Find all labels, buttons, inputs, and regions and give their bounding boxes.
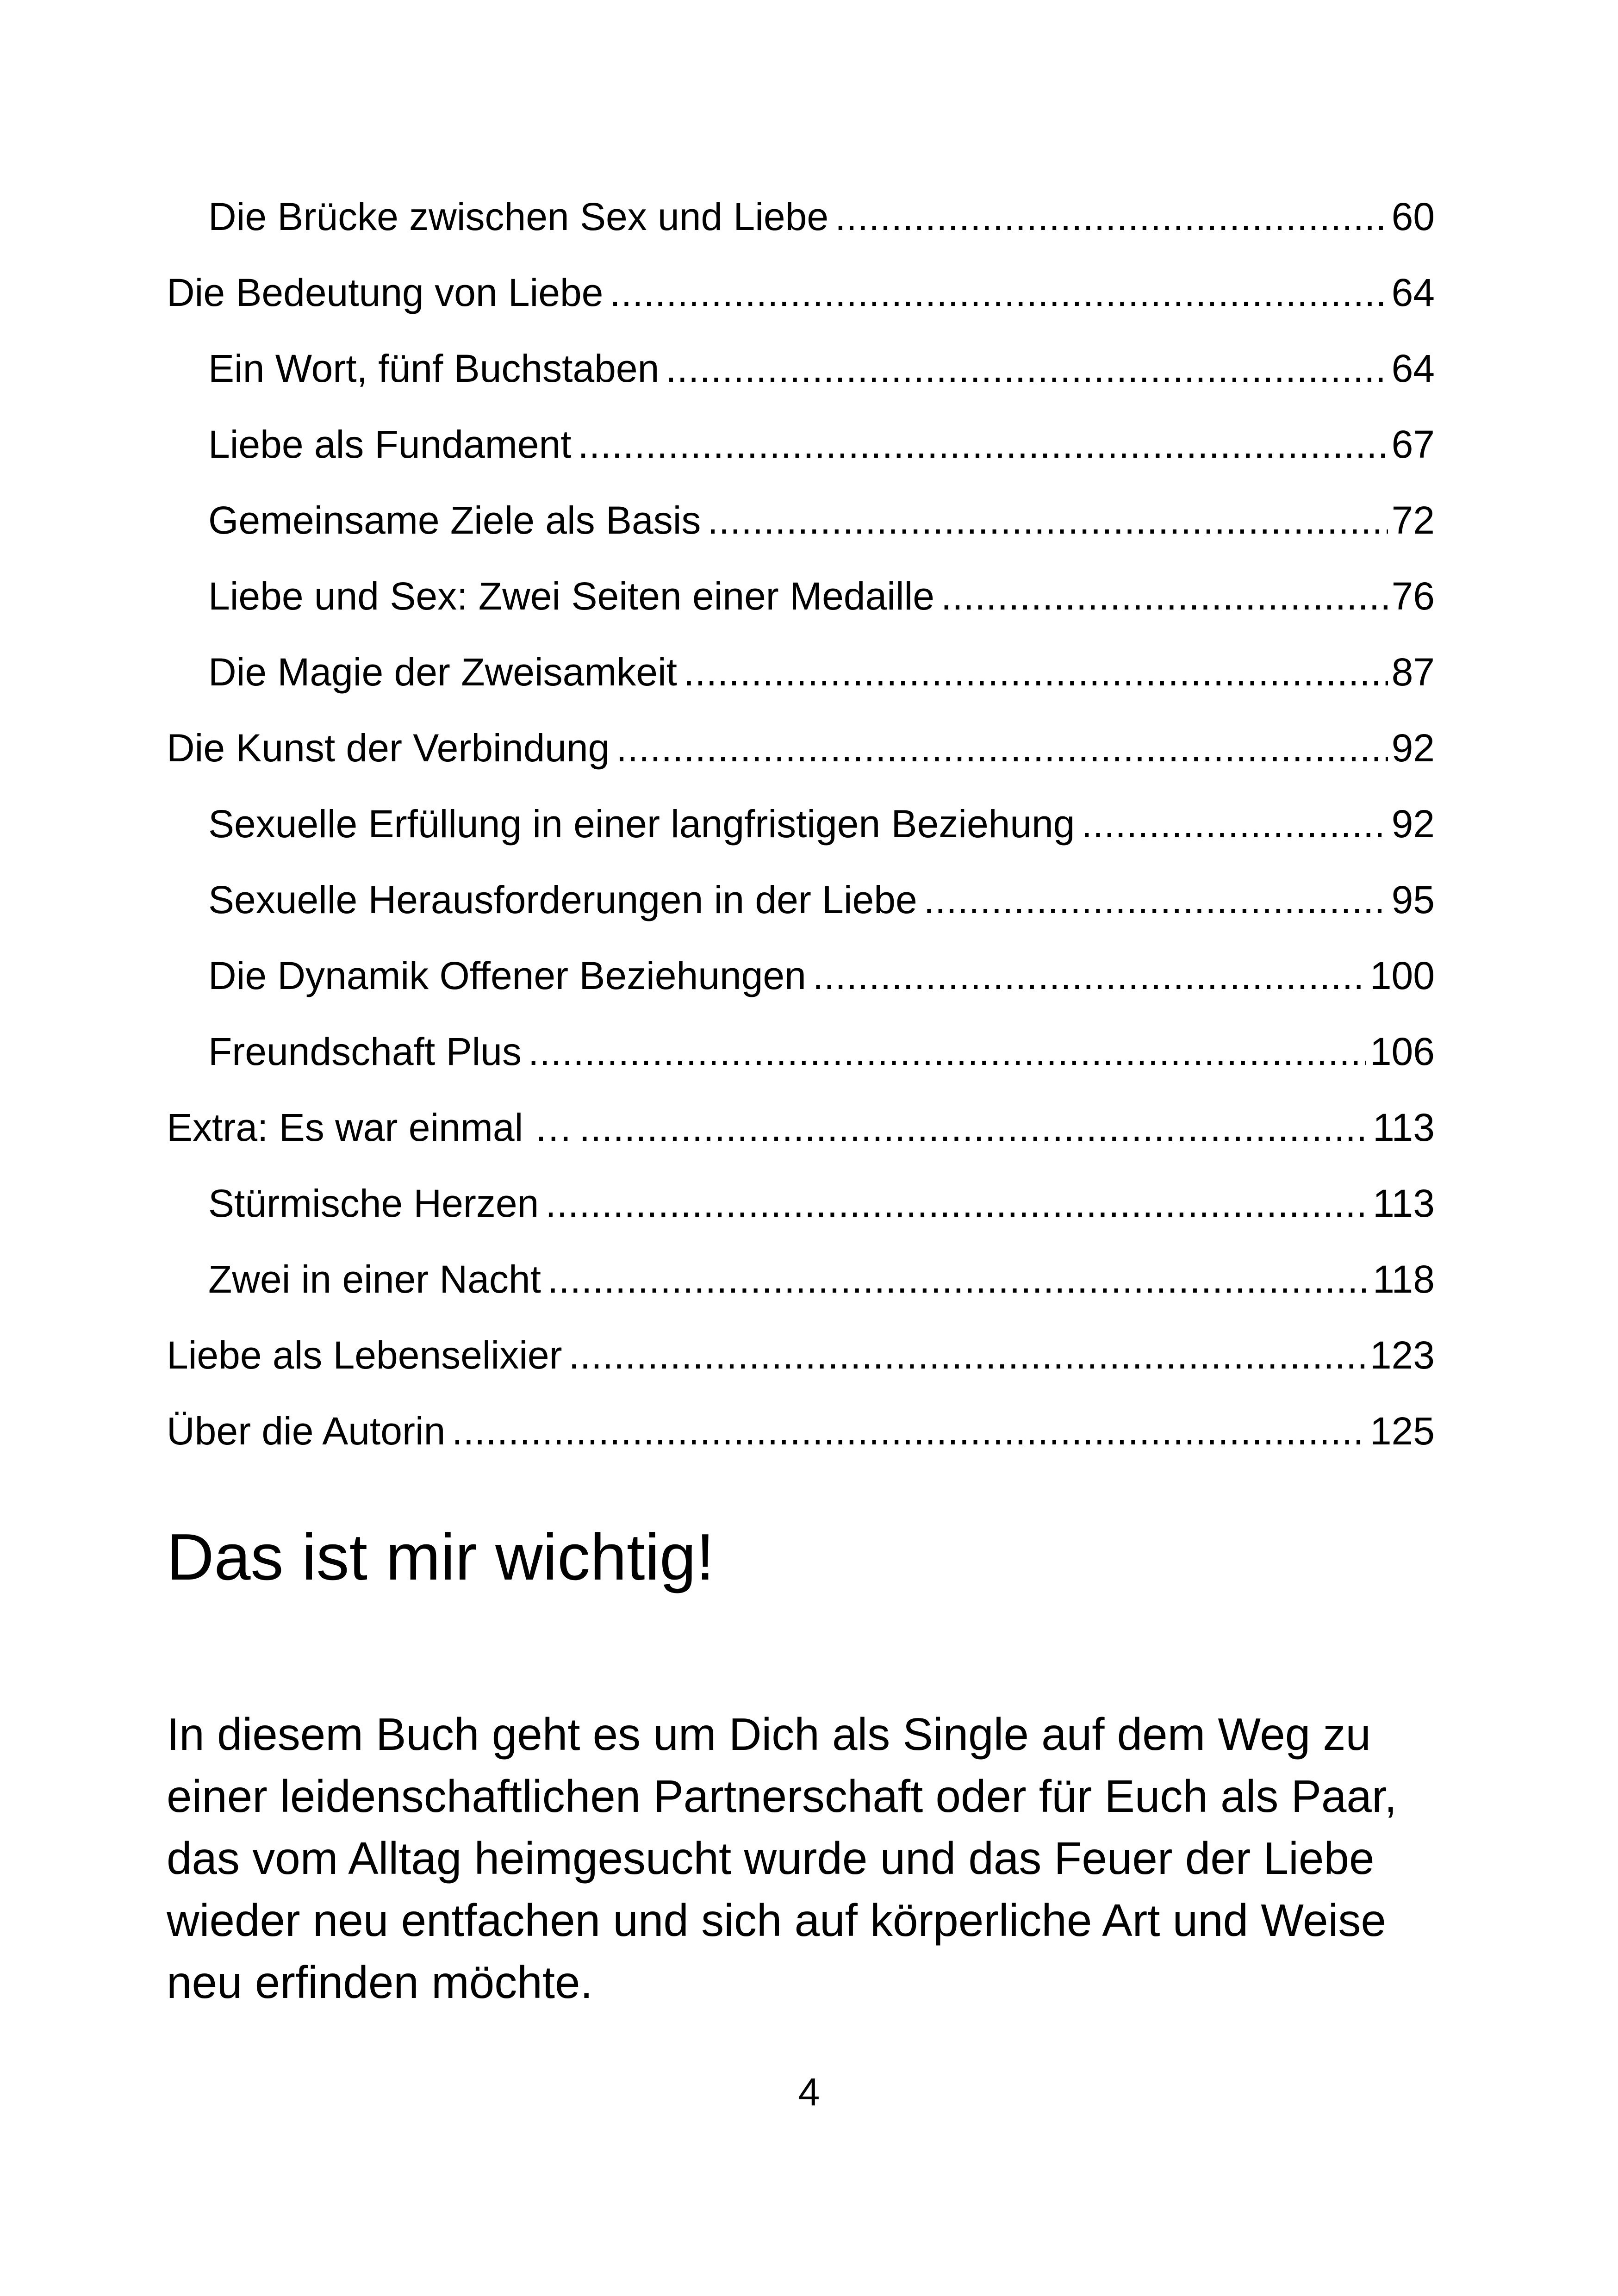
toc-entry[interactable] (167, 786, 1435, 862)
toc-dot-leader (579, 1089, 1369, 1165)
toc-entry-title: Über die Autorin (167, 1409, 446, 1453)
toc-dot-leader (545, 1165, 1369, 1241)
toc-entry[interactable] (167, 1393, 1435, 1469)
body-paragraph: In diesem Buch geht es um Dich als Single auf dem Weg zu einer leidenschaftlichen Partnerschaft oder für Euch als Paar, das vom Alltag heimgesucht wurde und das Feuer der Liebe wieder neu entfachen und sich auf körperliche Art und Weise neu erfinden möchte. (167, 1709, 1397, 2008)
toc-dot-leader (835, 179, 1388, 255)
toc-entry-page-number: 76 (1391, 574, 1435, 618)
toc-entry[interactable] (167, 1089, 1435, 1165)
toc-entry[interactable] (167, 558, 1435, 634)
toc-entry-page-number: 92 (1391, 726, 1435, 770)
toc-entry[interactable] (167, 1165, 1435, 1241)
toc-entry-title: Die Magie der Zweisamkeit (208, 650, 678, 694)
toc-entry-title: Die Dynamik Offener Beziehungen (208, 954, 806, 997)
toc-dot-leader (548, 1241, 1369, 1317)
toc-dot-leader (684, 634, 1388, 710)
toc-entry[interactable] (167, 482, 1435, 558)
toc-entry-page-number: 72 (1391, 498, 1435, 542)
toc-entry[interactable] (167, 406, 1435, 482)
toc-entry-page-number: 113 (1373, 1182, 1435, 1225)
toc-entry-title: Zwei in einer Nacht (208, 1257, 541, 1301)
toc-entry-page-number: 123 (1369, 1333, 1435, 1377)
toc-entry-title: Freundschaft Plus (208, 1030, 522, 1073)
toc-entry[interactable] (167, 862, 1435, 938)
toc-dot-leader (569, 1317, 1366, 1393)
toc-entry-page-number: 113 (1373, 1106, 1435, 1149)
toc-entry[interactable] (167, 1014, 1435, 1089)
toc-dot-leader (452, 1393, 1366, 1469)
toc-entry-page-number: 64 (1391, 347, 1435, 390)
toc-dot-leader (578, 406, 1388, 482)
toc-dot-leader (616, 710, 1388, 786)
toc-entry-title: Ein Wort, fünf Buchstaben (208, 347, 660, 390)
toc-dot-leader (813, 938, 1366, 1014)
toc-entry-title: Die Kunst der Verbindung (167, 726, 610, 770)
toc-entry-title: Die Brücke zwischen Sex und Liebe (208, 195, 829, 238)
toc-entry[interactable] (167, 255, 1435, 330)
toc-entry-title: Liebe als Lebenselixier (167, 1333, 562, 1377)
toc-dot-leader (610, 255, 1388, 330)
toc-dot-leader (666, 330, 1388, 406)
toc-dot-leader (924, 862, 1388, 938)
toc-dot-leader (1082, 786, 1388, 862)
toc-entry-page-number: 67 (1391, 423, 1435, 466)
toc-entry-title: Die Bedeutung von Liebe (167, 271, 604, 314)
toc-entry-title: Stürmische Herzen (208, 1182, 539, 1225)
toc-dot-leader (941, 558, 1388, 634)
toc-entry-page-number: 125 (1369, 1409, 1435, 1453)
table-of-contents (167, 179, 1435, 1469)
toc-entry-title: Gemeinsame Ziele als Basis (208, 498, 701, 542)
toc-entry-title: Extra: Es war einmal … (167, 1106, 573, 1149)
toc-entry[interactable] (167, 938, 1435, 1014)
toc-entry-page-number: 95 (1391, 878, 1435, 921)
toc-dot-leader (528, 1014, 1366, 1089)
toc-entry-page-number: 60 (1391, 195, 1435, 238)
toc-entry-page-number: 118 (1373, 1257, 1435, 1301)
toc-entry-page-number: 106 (1369, 1030, 1435, 1073)
toc-entry[interactable] (167, 710, 1435, 786)
toc-entry[interactable] (167, 634, 1435, 710)
toc-entry-page-number: 87 (1391, 650, 1435, 694)
toc-dot-leader (707, 482, 1388, 558)
toc-entry-page-number: 64 (1391, 271, 1435, 314)
toc-entry-title: Sexuelle Herausforderungen in der Liebe (208, 878, 917, 921)
toc-entry-page-number: 92 (1391, 802, 1435, 846)
toc-entry-title: Liebe und Sex: Zwei Seiten einer Medaille (208, 574, 934, 618)
toc-entry[interactable] (167, 1241, 1435, 1317)
toc-entry-title: Liebe als Fundament (208, 423, 572, 466)
toc-entry[interactable] (167, 179, 1435, 255)
toc-entry-title: Sexuelle Erfüllung in einer langfristigen Beziehung (208, 802, 1075, 846)
toc-entry-page-number: 100 (1369, 954, 1435, 997)
toc-entry[interactable] (167, 1317, 1435, 1393)
page-number: 4 (798, 2070, 820, 2114)
toc-entry[interactable] (167, 330, 1435, 406)
section-heading: Das ist mir wichtig! (167, 1520, 715, 1594)
